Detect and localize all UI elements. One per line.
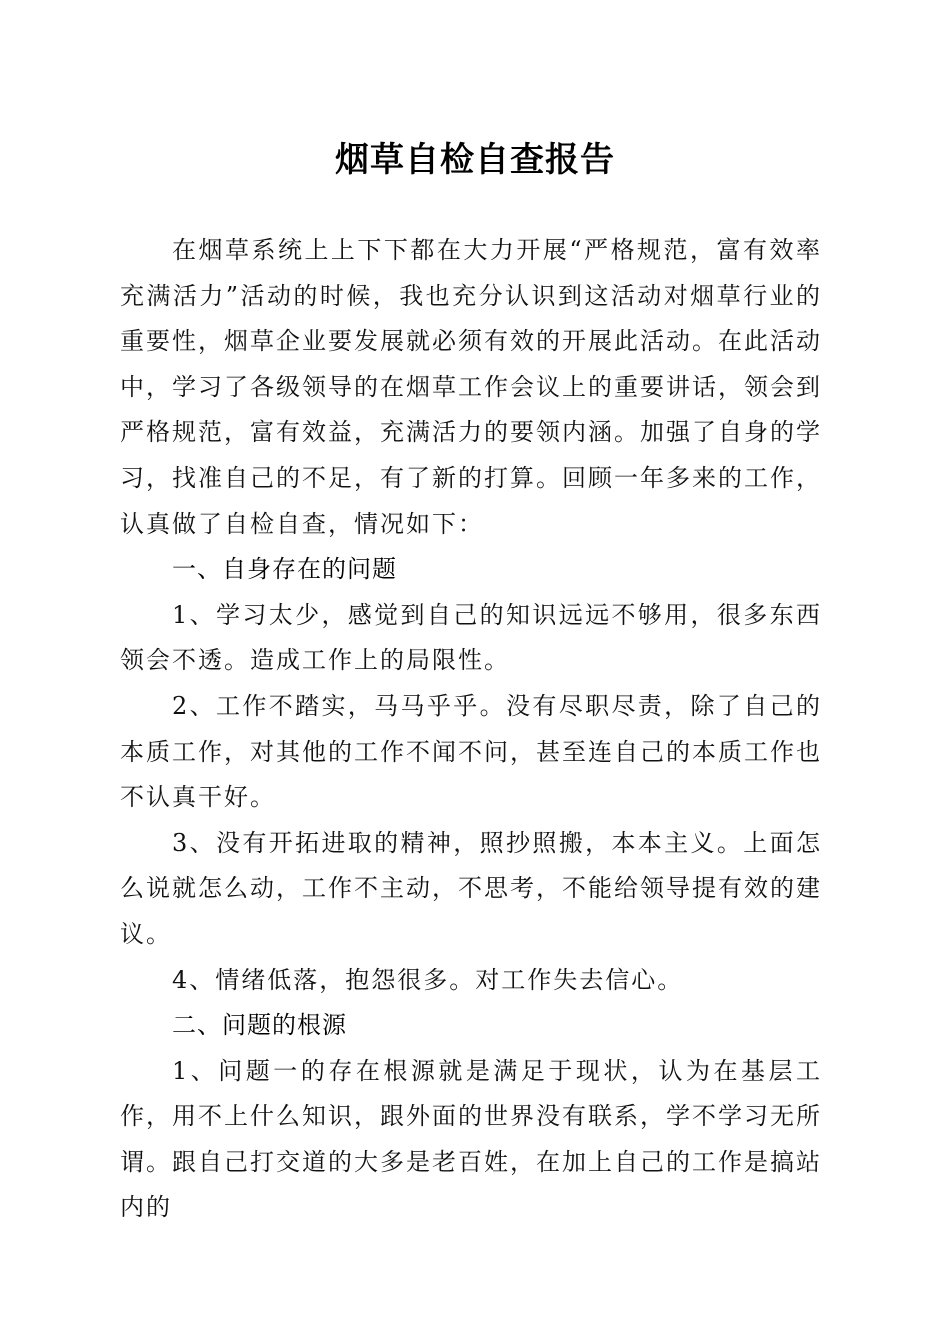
document-body [120, 228, 822, 1231]
root-cause-item: 1、问题一的存在根源就是满足于现状，认为在基层工作，用不上什么知识，跟外面的世界没有联系，学不学习无所谓。跟自己打交道的大多是老百姓，在加上自己的工作是搞站内的 [120, 1056, 822, 1222]
document-title: 烟草自检自查报告 [335, 140, 615, 180]
problem-item: 3、没有开拓进取的精神，照抄照搬，本本主义。上面怎么说就怎么动，工作不主动，不思考，不能给领导提有效的建议。 [120, 828, 822, 948]
problem-item: 4、情绪低落，抱怨很多。对工作失去信心。 [172, 965, 684, 994]
problem-item: 1、学习太少，感觉到自己的知识远远不够用，很多东西领会不透。造成工作上的局限性。 [120, 600, 822, 675]
section-heading-root-causes: 二、问题的根源 [172, 1011, 347, 1040]
section-heading-problems: 一、自身存在的问题 [172, 555, 397, 584]
intro-paragraph: 在烟草系统上上下下都在大力开展“严格规范，富有效率充满活力”活动的时候，我也充分认识到这活动对烟草行业的重要性，烟草企业要发展就必须有效的开展此活动。在此活动中，学习了各级领导的在烟草工作会议上的重要讲话，领会到严格规范，富有效益，充满活力的要领内涵。加强了自身的学习，找准自己的不足，有了新的打算。回顾一年多来的工作，认真做了自检自查，情况如下： [120, 236, 822, 538]
problem-item: 2、工作不踏实，马马乎乎。没有尽职尽责，除了自己的本质工作，对其他的工作不闻不问，甚至连自己的本质工作也不认真干好。 [120, 691, 822, 812]
